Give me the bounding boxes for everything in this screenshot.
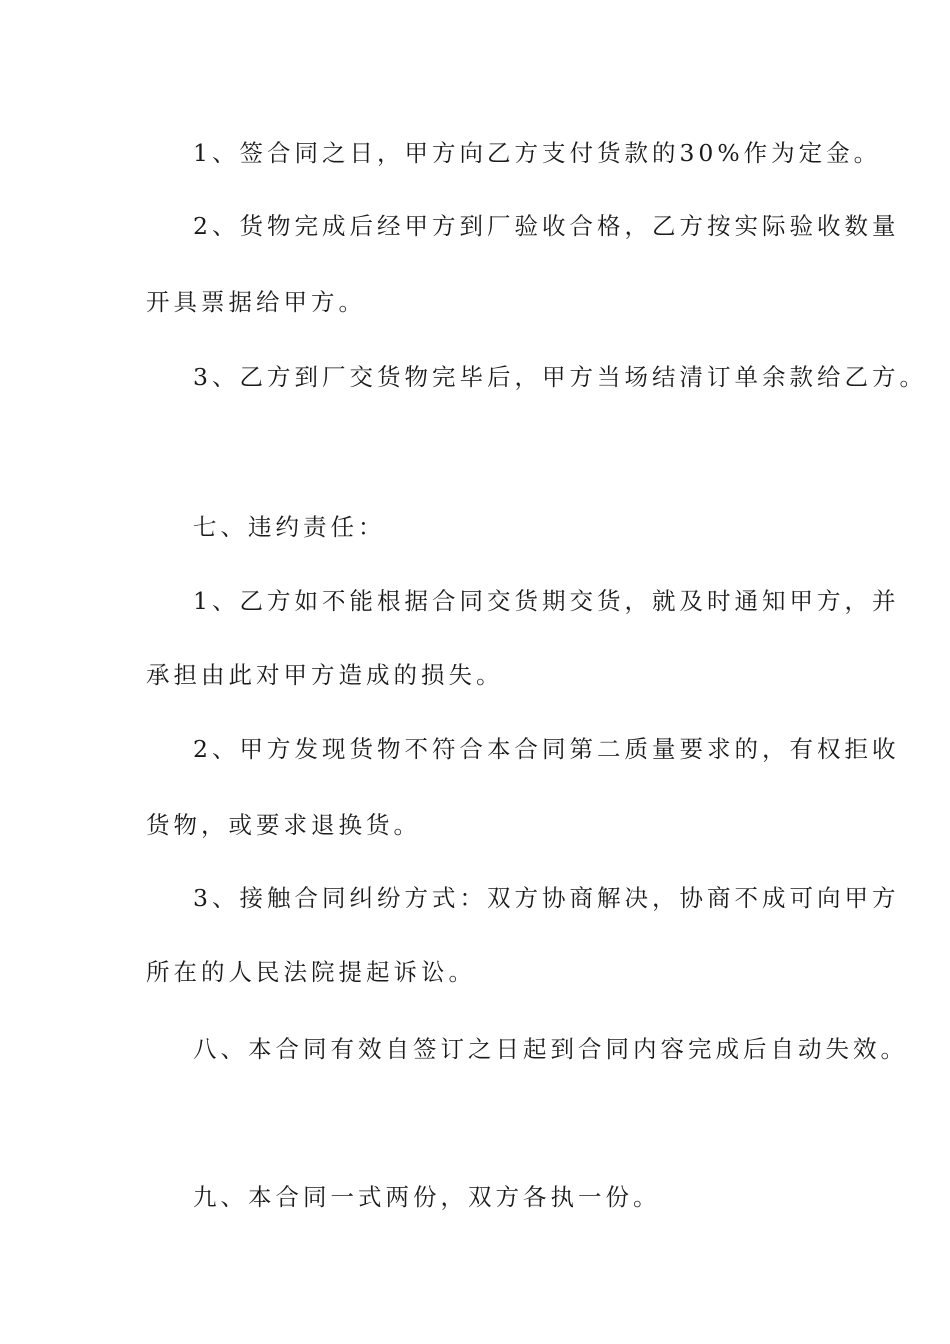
text-line: 2、货物完成后经甲方到厂验收合格，乙方按实际验收数量 (193, 212, 900, 240)
section-heading: 八、本合同有效自签订之日起到合同内容完成后自动失效。 (193, 1035, 908, 1063)
text-line: 3、接触合同纠纷方式：双方协商解决，协商不成可向甲方 (193, 884, 900, 912)
text-line: 所在的人民法院提起诉讼。 (146, 958, 476, 986)
text-line: 货物，或要求退换货。 (146, 811, 421, 839)
text-line: 1、签合同之日，甲方向乙方支付货款的30%作为定金。 (193, 139, 882, 167)
text-line: 承担由此对甲方造成的损失。 (146, 661, 504, 689)
text-line: 2、甲方发现货物不符合本合同第二质量要求的，有权拒收 (193, 735, 900, 763)
section-heading: 九、本合同一式两份，双方各执一份。 (193, 1183, 661, 1211)
section-heading: 七、违约责任： (193, 513, 386, 541)
text-line: 开具票据给甲方。 (146, 288, 366, 316)
text-line: 1、乙方如不能根据合同交货期交货，就及时通知甲方，并 (193, 587, 900, 615)
text-line: 3、乙方到厂交货物完毕后，甲方当场结清订单余款给乙方。 (193, 363, 927, 391)
